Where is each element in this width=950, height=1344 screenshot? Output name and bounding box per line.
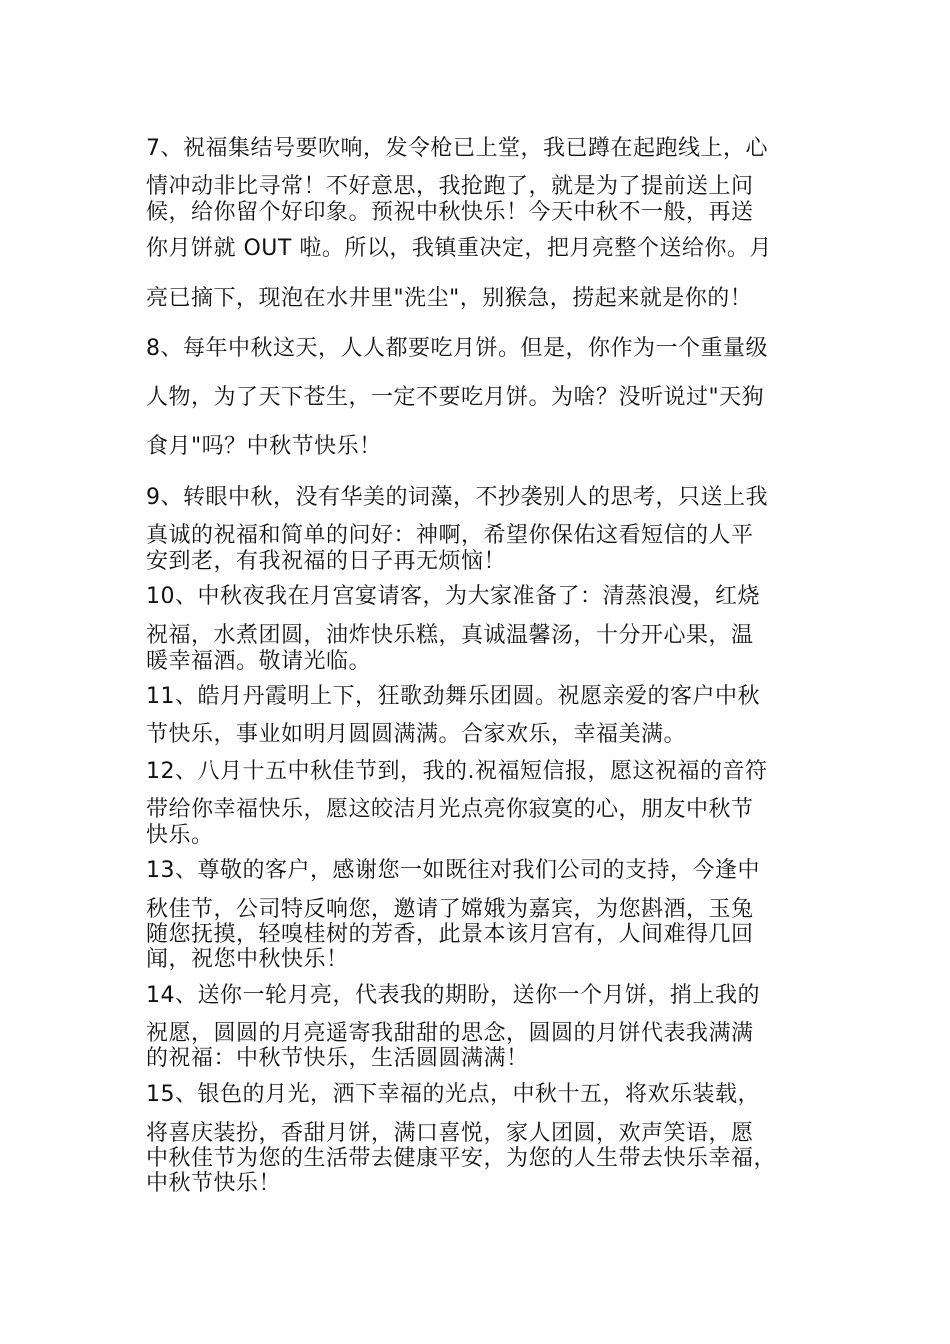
paragraph-15-line-4: 中秋节快乐！: [146, 1171, 282, 1196]
paragraph-8-line-1: 8、每年中秋这天，人人都要吃月饼。但是，你作为一个重量级: [146, 336, 768, 361]
paragraph-12-line-3: 快乐。: [146, 823, 214, 848]
paragraph-15-line-1: 15、银色的月光，洒下幸福的光点，中秋十五，将欢乐装载，: [146, 1082, 760, 1107]
paragraph-7-line-1: 7、祝福集结号要吹响，发令枪已上堂，我已蹲在起跑线上，心: [146, 136, 768, 161]
paragraph-7-line-5: 亮已摘下，现泡在水井里"洗尘"，别猴急，捞起来就是你的！: [146, 286, 753, 311]
paragraph-7-line-4: 你月饼就 OUT 啦。所以，我镇重决定，把月亮整个送给你。月: [146, 236, 772, 261]
paragraph-9-line-3: 安到老，有我祝福的日子再无烦恼！: [146, 549, 507, 574]
paragraph-9-line-1: 9、转眼中秋，没有华美的词藻，不抄袭别人的思考，只送上我: [146, 485, 768, 510]
paragraph-13-line-3: 随您抚摸，轻嗅桂树的芳香，此景本该月宫有，人间难得几回: [146, 922, 754, 947]
paragraph-15-line-2: 将喜庆装扮，香甜月饼，满口喜悦，家人团圆，欢声笑语，愿: [146, 1121, 754, 1146]
paragraph-10-line-3: 暖幸福酒。敬请光临。: [146, 649, 372, 674]
paragraph-10-line-1: 10、中秋夜我在月宫宴请客，为大家准备了：清蒸浪漫，红烧: [146, 584, 760, 609]
paragraph-13-line-2: 秋佳节，公司特反响您，邀请了嫦娥为嘉宾，为您斟酒，玉兔: [146, 897, 754, 922]
paragraph-13-line-4: 闻，祝您中秋快乐！: [146, 947, 349, 972]
paragraph-12-line-1: 12、八月十五中秋佳节到，我的.祝福短信报，愿这祝福的音符: [146, 759, 768, 784]
paragraph-8-line-3: 食月"吗？中秋节快乐！: [146, 434, 382, 459]
paragraph-8-line-2: 人物，为了天下苍生，一定不要吃月饼。为啥？没听说过"天狗: [146, 385, 765, 410]
paragraph-14-line-1: 14、送你一轮月亮，代表我的期盼，送你一个月饼，捎上我的: [146, 983, 760, 1008]
paragraph-15-line-3: 中秋佳节为您的生活带去健康平安，为您的人生带去快乐幸福，: [146, 1146, 777, 1171]
paragraph-14-line-3: 的祝福：中秋节快乐，生活圆圆满满！: [146, 1046, 529, 1071]
paragraph-7-line-3: 候，给你留个好印象。预祝中秋快乐！今天中秋不一般，再送: [146, 200, 754, 225]
paragraph-7-line-2: 情冲动非比寻常！不好意思，我抢跑了，就是为了提前送上问: [146, 174, 754, 199]
paragraph-11-line-2: 节快乐，事业如明月圆圆满满。合家欢乐，幸福美满。: [146, 722, 687, 747]
paragraph-14-line-2: 祝愿，圆圆的月亮遥寄我甜甜的思念，圆圆的月饼代表我满满: [146, 1021, 754, 1046]
paragraph-12-line-2: 带给你幸福快乐，愿这皎洁月光点亮你寂寞的心，朋友中秋节: [146, 797, 754, 822]
paragraph-11-line-1: 11、皓月丹霞明上下，狂歌劲舞乐团圆。祝愿亲爱的客户中秋: [146, 684, 760, 709]
paragraph-9-line-2: 真诚的祝福和简单的问好：神啊，希望你保佑这看短信的人平: [146, 523, 754, 548]
paragraph-13-line-1: 13、尊敬的客户，感谢您一如既往对我们公司的支持，今逢中: [146, 858, 760, 883]
paragraph-10-line-2: 祝福，水煮团圆，油炸快乐糕，真诚温馨汤，十分开心果，温: [146, 623, 754, 648]
